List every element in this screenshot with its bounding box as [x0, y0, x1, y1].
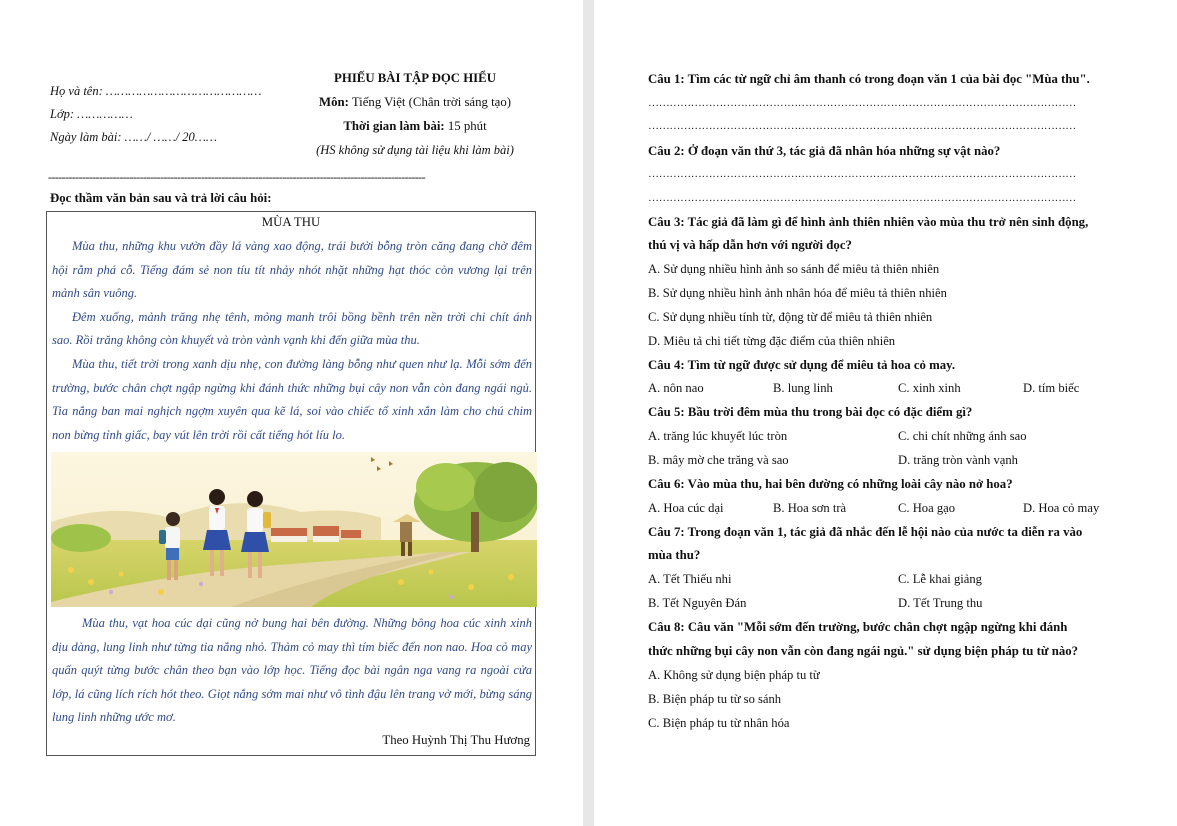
q3-option-b[interactable]: B. Sử dụng nhiều hình ảnh nhân hóa để miêu tả thiên nhiên: [648, 286, 947, 300]
q8-option-a[interactable]: A. Không sử dụng biện pháp tu từ: [648, 668, 820, 682]
q5-option-d[interactable]: D. trăng tròn vành vạnh: [898, 453, 1018, 467]
q6-option-c[interactable]: C. Hoa gạo: [898, 501, 956, 515]
answer-line-2b[interactable]: …………………………………………………………………………………………………………: [648, 192, 1077, 204]
page-separator: [583, 0, 594, 826]
q6-option-d[interactable]: D. Hoa cỏ may: [1023, 501, 1100, 515]
q5-option-c[interactable]: C. chi chít những ánh sao: [898, 429, 1027, 443]
q7-option-d[interactable]: D. Tết Trung thu: [898, 596, 983, 610]
passage-paragraph-2: Đêm xuống, mảnh trăng nhẹ tênh, mỏng manh trôi bồng bềnh trên nền trời chi chít ánh sao. Rồi trăng không còn khuyết và tròn vành vạnh khi đến giữa mùa thu.: [52, 309, 532, 348]
q3-option-d[interactable]: D. Miêu tả chi tiết từng đặc điểm của thiên nhiên: [648, 334, 896, 348]
question-6: Câu 6: Vào mùa thu, hai bên đường có những loài cây nào nở hoa?: [648, 477, 1013, 491]
passage-paragraph-1: Mùa thu, những khu vườn đầy lá vàng xao động, trái bưởi bỗng tròn căng đang chờ đêm hội rằm phá cỗ. Tiếng đám sẻ non tíu tít nhảy nhót nhặt những hạt thóc còn vương lại trên mảnh sân vuông.: [52, 239, 532, 301]
q4-option-a[interactable]: A. nôn nao: [648, 381, 704, 395]
q3-option-a[interactable]: A. Sử dụng nhiều hình ảnh so sánh để miêu tả thiên nhiên: [648, 262, 940, 276]
q4-option-c[interactable]: C. xinh xinh: [898, 381, 961, 395]
subject-line: [290, 95, 540, 110]
worksheet-page-left: [0, 0, 583, 826]
passage-paragraph-3: Mùa thu, tiết trời trong xanh dịu nhẹ, con đường làng bỗng như quen như lạ. Mỗi sớm đến trường, bước chân chợt ngập ngừng khi đánh thức những bụi cây non vẫn còn đang ngái ngủ. Tia nắng ban mai nghịch ngợm xuyên qua kẽ lá, soi vào chiếc tổ xinh xắn làm cho chú chim non bừng tỉnh giấc, bay vút lên trời rồi cất tiếng hót líu lo.: [52, 356, 532, 442]
student-name-line: Họ và tên: ……………………………………: [50, 84, 262, 98]
header-divider: ---------------------------------------------------------------------------------------------------------------: [48, 170, 425, 184]
question-3-line-2: thú vị và hấp dẫn hơn với người đọc?: [648, 238, 852, 252]
question-8-line-1: Câu 8: Câu văn "Mỗi sớm đến trường, bước chân chợt ngập ngừng khi đánh: [648, 620, 1068, 634]
question-8-line-2: thức những bụi cây non vẫn còn đang ngái ngủ." sử dụng biện pháp tu từ nào?: [648, 644, 1079, 658]
passage-title: MÙA THU: [261, 215, 321, 229]
answer-line-1b[interactable]: …………………………………………………………………………………………………………: [648, 120, 1077, 132]
passage-top-text: [52, 235, 532, 447]
q4-option-b[interactable]: B. lung linh: [773, 381, 833, 395]
time-line: [290, 119, 540, 134]
reading-passage-box: [46, 211, 536, 756]
question-7-line-1: Câu 7: Trong đoạn văn 1, tác giả đã nhắc đến lễ hội nào của nước ta diễn ra vào: [648, 525, 1083, 539]
q8-option-c[interactable]: C. Biện pháp tu từ nhân hóa: [648, 716, 790, 730]
q6-option-a[interactable]: A. Hoa cúc dại: [648, 501, 724, 515]
worksheet-page-right: [594, 0, 1177, 826]
class-line: Lớp: ……………: [50, 107, 133, 121]
no-materials-note: (HS không sử dụng tài liệu khi làm bài): [316, 143, 514, 157]
question-3-line-1: Câu 3: Tác giả đã làm gì để hình ảnh thiên nhiên vào mùa thu trở nên sinh động,: [648, 215, 1089, 229]
time-label: Thời gian làm bài:: [343, 119, 445, 133]
subject-label: Môn:: [318, 95, 349, 109]
date-line: Ngày làm bài: ……/ ……/ 20……: [50, 130, 218, 144]
question-1: Câu 1: Tìm các từ ngữ chỉ âm thanh có trong đoạn văn 1 của bài đọc "Mùa thu".: [648, 72, 1090, 86]
worksheet-title: PHIẾU BÀI TẬP ĐỌC HIỂU: [334, 71, 496, 85]
q3-option-c[interactable]: C. Sử dụng nhiều tính từ, động từ để miêu tả thiên nhiên: [648, 310, 933, 324]
q5-option-a[interactable]: A. trăng lúc khuyết lúc tròn: [648, 429, 788, 443]
passage-bottom-text: [52, 612, 532, 730]
question-7-line-2: mùa thu?: [648, 548, 701, 562]
answer-line-1a[interactable]: …………………………………………………………………………………………………………: [648, 97, 1077, 109]
q8-option-b[interactable]: B. Biện pháp tu từ so sánh: [648, 692, 782, 706]
illustration-children-walking: [51, 452, 537, 607]
q7-option-a[interactable]: A. Tết Thiếu nhi: [648, 572, 732, 586]
question-5: Câu 5: Bầu trời đêm mùa thu trong bài đọc có đặc điểm gì?: [648, 405, 973, 419]
q4-option-d[interactable]: D. tím biếc: [1023, 381, 1080, 395]
q7-option-b[interactable]: B. Tết Nguyên Đán: [648, 596, 747, 610]
time-value: 15 phút: [447, 119, 487, 133]
q5-option-b[interactable]: B. mây mờ che trăng và sao: [648, 453, 789, 467]
q6-option-b[interactable]: B. Hoa sơn trà: [773, 501, 847, 515]
q7-option-c[interactable]: C. Lễ khai giảng: [898, 572, 982, 586]
answer-line-2a[interactable]: …………………………………………………………………………………………………………: [648, 168, 1077, 180]
passage-author: Theo Huỳnh Thị Thu Hương: [382, 733, 530, 747]
passage-paragraph-4: Mùa thu, vạt hoa cúc dại cũng nở bung hai bên đường. Những bông hoa cúc xinh xinh dịu dàng, lung linh như từng tia nắng nhỏ. Thảm cỏ may thì tím biếc đến non nao. Hoa cỏ may quấn quýt từng bước chân theo bạn vào lớp học. Tiếng đọc bài ngân nga vang ra ngoài cửa lớp, lá cũng lích rích hót theo. Giọt nắng sớm mai như vô tình đậu lên trang vở mới, bừng sáng lung linh những ước mơ.: [52, 616, 532, 725]
question-2: Câu 2: Ở đoạn văn thứ 3, tác giả đã nhân hóa những sự vật nào?: [648, 144, 1001, 158]
question-4: Câu 4: Tìm từ ngữ được sử dụng để miêu tả hoa cỏ may.: [648, 358, 956, 372]
instruction-text: Đọc thầm văn bản sau và trả lời câu hỏi:: [50, 191, 272, 205]
subject-value: Tiếng Việt (Chân trời sáng tạo): [351, 95, 512, 109]
